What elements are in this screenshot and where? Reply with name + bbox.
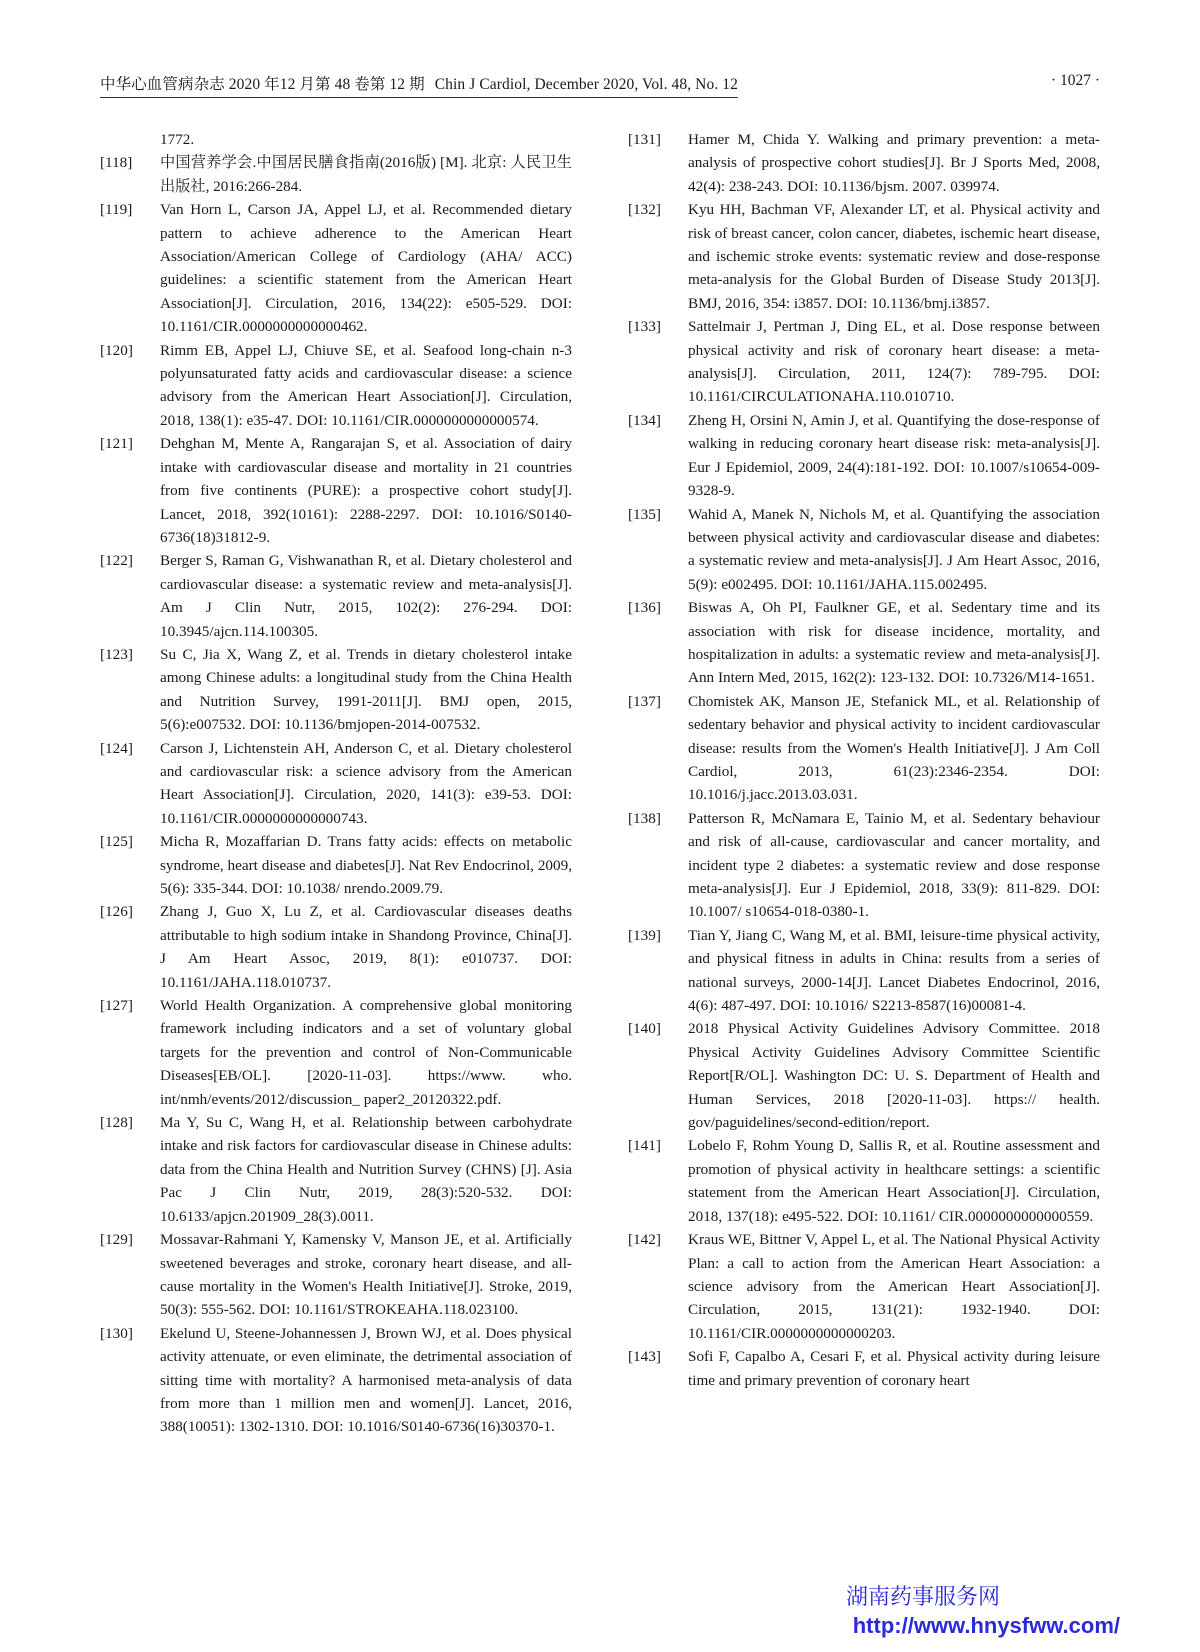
running-header bbox=[100, 72, 1100, 98]
reference-item bbox=[100, 830, 572, 900]
watermark-site-name: 湖南药事服务网 bbox=[845, 1585, 1000, 1610]
reference-item bbox=[628, 315, 1100, 409]
reference-number: [131] bbox=[628, 131, 661, 148]
references-left-column bbox=[100, 128, 572, 1439]
reference-item bbox=[100, 1322, 572, 1439]
reference-text: Patterson R, McNamara E, Tainio M, et al. Sedentary behaviour and risk of all-cause, cardiovascular and cancer mortality, and incident type 2 diabetes: a systematic review and dose response meta-analysis[J]. Eur J Epidemiol, 2018, 33(9): 811-829. DOI: 10.1007/ s10654-018-0380-1. bbox=[688, 809, 1100, 921]
reference-number: [127] bbox=[100, 997, 133, 1015]
reference-number: [130] bbox=[100, 1324, 133, 1342]
reference-text: Hamer M, Chida Y. Walking and primary prevention: a meta-analysis of prospective cohort studies[J]. Br J Sports Med, 2008, 42(4): 238-243. DOI: 10.1136/bjsm. 2007. 039974. bbox=[688, 131, 1100, 195]
reference-continuation: 1772. bbox=[160, 131, 195, 148]
reference-item bbox=[100, 339, 572, 433]
reference-number: [122] bbox=[100, 552, 133, 570]
reference-list-left bbox=[100, 151, 572, 1438]
reference-item bbox=[628, 690, 1100, 807]
reference-item bbox=[628, 924, 1100, 1018]
reference-item bbox=[628, 198, 1100, 315]
reference-text: Kyu HH, Bachman VF, Alexander LT, et al. Physical activity and risk of breast cancer, colon cancer, diabetes, ischemic heart disease, and ischemic stroke events: systematic review and dose-response meta-analysis for the Global Burden of Disease Study 2013[J]. BMJ, 2016, 354: i3857. DOI: 10.1136/bmj.i3857. bbox=[688, 201, 1100, 312]
reference-number: [138] bbox=[628, 809, 661, 827]
reference-text: World Health Organization. A comprehensive global monitoring framework including indicators and a set of voluntary global targets for the prevention and control of Non-Communicable Diseases[EB/OL]. [2020-11-03]. https://www. who. int/nmh/events/2012/discussion_ paper2_20120322.pdf. bbox=[160, 997, 572, 1108]
reference-text: Ekelund U, Steene-Johannessen J, Brown WJ, et al. Does physical activity attenuate, or even eliminate, the detrimental association of sitting time with mortality? A harmonised meta-analysis of data from more than 1 million men and women[J]. Lancet, 2016, 388(10051): 1302-1310. DOI: 10.1016/S0140-6736(16)30370-1. bbox=[160, 1324, 572, 1436]
reference-list-right bbox=[628, 128, 1100, 1392]
reference-item bbox=[628, 807, 1100, 924]
reference-number: [118] bbox=[100, 154, 133, 172]
reference-item bbox=[100, 432, 572, 549]
reference-text: Sofi F, Capalbo A, Cesari F, et al. Physical activity during leisure time and primary prevention of coronary heart bbox=[688, 1348, 1100, 1389]
journal-title-cn: 中华心血管病杂志 2020 年12 月第 48 卷第 12 期 bbox=[100, 76, 425, 93]
reference-number: [142] bbox=[628, 1231, 661, 1249]
reference-item bbox=[628, 1134, 1100, 1228]
reference-number: [124] bbox=[100, 739, 133, 757]
reference-text: Rimm EB, Appel LJ, Chiuve SE, et al. Seafood long-chain n-3 polyunsaturated fatty acids and cardiovascular disease: a science advisory from the American Heart Association[J]. Circulation, 2018, 138(1): e35-47. DOI: 10.1161/CIR.0000000000000574. bbox=[160, 341, 572, 429]
reference-number: [119] bbox=[100, 201, 133, 219]
reference-text: Sattelmair J, Pertman J, Ding EL, et al. Dose response between physical activity and risk of coronary heart disease: a meta-analysis[J]. Circulation, 2011, 124(7): 789-795. DOI: 10.1161/CIRCULATIONAHA.110.010710. bbox=[688, 318, 1100, 406]
reference-text: Berger S, Raman G, Vishwanathan R, et al. Dietary cholesterol and cardiovascular disease: a systematic review and meta-analysis[J]. Am J Clin Nutr, 2015, 102(2): 276-294. DOI: 10.3945/ajcn.114.100305. bbox=[160, 552, 572, 640]
reference-number: [132] bbox=[628, 201, 661, 219]
reference-item bbox=[100, 1228, 572, 1322]
reference-number: [137] bbox=[628, 692, 661, 710]
reference-item bbox=[100, 151, 572, 198]
reference-text: Su C, Jia X, Wang Z, et al. Trends in dietary cholesterol intake among Chinese adults: a longitudinal study from the China Health and Nutrition Survey, 1991-2011[J]. BMJ open, 2015, 5(6):e007532. DOI: 10.1136/bmjopen-2014-007532. bbox=[160, 645, 572, 734]
reference-text: Van Horn L, Carson JA, Appel LJ, et al. Recommended dietary pattern to achieve adherence to the American Heart Association/American College of Cardiology (AHA/ ACC) guidelines: a scientific statement from the American Heart Association[J]. Circulation, 2016, 134(22): e505-529. DOI: 10.1161/CIR.0000000000000462. bbox=[160, 201, 572, 336]
references-right-column bbox=[628, 128, 1100, 1392]
reference-number: [123] bbox=[100, 645, 133, 663]
reference-item bbox=[100, 643, 572, 737]
reference-text: Kraus WE, Bittner V, Appel L, et al. The National Physical Activity Plan: a call to action from the American Heart Association: a science advisory from the American Heart Association[J]. Circulation, 2015, 131(21): 1932-1940. DOI: 10.1161/CIR.0000000000000203. bbox=[688, 1231, 1100, 1342]
reference-number: [135] bbox=[628, 505, 661, 523]
reference-text: Ma Y, Su C, Wang H, et al. Relationship between carbohydrate intake and risk factors for cardiovascular disease in Chinese adults: data from the China Health and Nutrition Survey (CHNS) [J]. Asia Pac J Clin Nutr, 2019, 28(3):520-532. DOI: 10.6133/apjcn.201909_28(3).0011. bbox=[160, 1114, 572, 1225]
reference-text: Dehghan M, Mente A, Rangarajan S, et al. Association of dairy intake with cardiovascular disease and mortality in 21 countries from five continents (PURE): a prospective cohort study[J]. Lancet, 2018, 392(10161): 2288-2297. DOI: 10.1016/S0140-6736(18)31812-9. bbox=[160, 435, 572, 546]
reference-number: [125] bbox=[100, 833, 133, 851]
reference-text: 2018 Physical Activity Guidelines Advisory Committee. 2018 Physical Activity Guidelines Advisory Committee Scientific Report[R/OL]. Washington DC: U. S. Department of Health and Human Services, 2018 [2020-11-03]. https:// health. gov/paguidelines/second-edition/report. bbox=[688, 1020, 1100, 1132]
reference-item bbox=[628, 128, 1100, 198]
page-number: · 1027 · bbox=[1050, 72, 1100, 89]
reference-item bbox=[628, 503, 1100, 597]
reference-item bbox=[100, 737, 572, 831]
reference-number: [121] bbox=[100, 435, 133, 453]
site-watermark bbox=[846, 1584, 1120, 1640]
reference-item bbox=[628, 1345, 1100, 1392]
reference-text: Carson J, Lichtenstein AH, Anderson C, et al. Dietary cholesterol and cardiovascular risk: a science advisory from the American Heart Association[J]. Circulation, 2020, 141(3): e39-53. DOI: 10.1161/CIR.0000000000000743. bbox=[160, 739, 572, 827]
reference-number: [143] bbox=[628, 1348, 661, 1366]
watermark-url[interactable]: http://www.hnysfww.com/ bbox=[852, 1613, 1120, 1638]
reference-text: Chomistek AK, Manson JE, Stefanick ML, et al. Relationship of sedentary behavior and physical activity to incident cardiovascular disease: results from the Women's Health Initiative[J]. J Am Coll Cardiol, 2013, 61(23):2346-2354. DOI: 10.1016/j.jacc.2013.03.031. bbox=[688, 692, 1100, 804]
journal-title-en: Chin J Cardiol, December 2020, Vol. 48, No. 12 bbox=[434, 76, 738, 93]
reference-item bbox=[100, 198, 572, 338]
reference-item bbox=[100, 549, 572, 643]
reference-number: [141] bbox=[628, 1137, 661, 1155]
reference-text: Biswas A, Oh PI, Faulkner GE, et al. Sedentary time and its association with risk for disease incidence, mortality, and hospitalization in adults: a systematic review and meta-analysis[J]. Ann Intern Med, 2015, 162(2): 123-132. DOI: 10.7326/M14-1651. bbox=[688, 599, 1100, 687]
reference-text: Wahid A, Manek N, Nichols M, et al. Quantifying the association between physical activity and cardiovascular disease and diabetes: a systematic review and meta-analysis[J]. J Am Heart Assoc, 2016, 5(9): e002495. DOI: 10.1161/JAHA.115.002495. bbox=[688, 505, 1100, 593]
journal-header bbox=[100, 72, 738, 98]
reference-item bbox=[628, 1017, 1100, 1134]
reference-number: [128] bbox=[100, 1114, 133, 1132]
reference-number: [139] bbox=[628, 926, 661, 944]
reference-item bbox=[628, 1228, 1100, 1345]
reference-text: Mossavar-Rahmani Y, Kamensky V, Manson JE, et al. Artificially sweetened beverages and stroke, coronary heart disease, and all-cause mortality in the Women's Health Initiative[J]. Stroke, 2019, 50(3): 555-562. DOI: 10.1161/STROKEAHA.118.023100. bbox=[160, 1231, 572, 1319]
reference-text: Tian Y, Jiang C, Wang M, et al. BMI, leisure-time physical activity, and physical fitness in adults in China: results from a series of national surveys, 2000-14[J]. Lancet Diabetes Endocrinol, 2016, 4(6): 487-497. DOI: 10.1016/ S2213-8587(16)00081-4. bbox=[688, 926, 1100, 1015]
reference-number: [129] bbox=[100, 1231, 133, 1249]
reference-item bbox=[628, 596, 1100, 690]
reference-number: [133] bbox=[628, 318, 661, 336]
reference-item bbox=[100, 900, 572, 994]
reference-text: Zheng H, Orsini N, Amin J, et al. Quantifying the dose-response of walking in reducing coronary heart disease risk: meta-analysis[J]. Eur J Epidemiol, 2009, 24(4):181-192. DOI: 10.1007/s10654-009-9328-9. bbox=[688, 411, 1100, 500]
reference-item bbox=[100, 1111, 572, 1228]
reference-number: [120] bbox=[100, 341, 133, 359]
reference-text: Lobelo F, Rohm Young D, Sallis R, et al. Routine assessment and promotion of physical activity in healthcare settings: a scientific statement from the American Heart Association[J]. Circulation, 2018, 137(18): e495-522. DOI: 10.1161/ CIR.0000000000000559. bbox=[688, 1137, 1100, 1225]
reference-number: [134] bbox=[628, 411, 661, 429]
reference-text: Zhang J, Guo X, Lu Z, et al. Cardiovascular diseases deaths attributable to high sodium intake in Shandong Province, China[J]. J Am Heart Assoc, 2019, 8(1): e010737. DOI: 10.1161/JAHA.118.010737. bbox=[160, 903, 572, 991]
reference-text: Micha R, Mozaffarian D. Trans fatty acids: effects on metabolic syndrome, heart disease and diabetes[J]. Nat Rev Endocrinol, 2009, 5(6): 335-344. DOI: 10.1038/ nrendo.2009.79. bbox=[160, 833, 572, 897]
reference-item bbox=[628, 409, 1100, 503]
reference-number: [126] bbox=[100, 903, 133, 921]
reference-item bbox=[100, 994, 572, 1111]
reference-number: [140] bbox=[628, 1020, 661, 1038]
reference-text: 中国营养学会.中国居民膳食指南(2016版) [M]. 北京: 人民卫生出版社, 2016:266-284. bbox=[160, 154, 572, 195]
reference-number: [136] bbox=[628, 599, 661, 617]
